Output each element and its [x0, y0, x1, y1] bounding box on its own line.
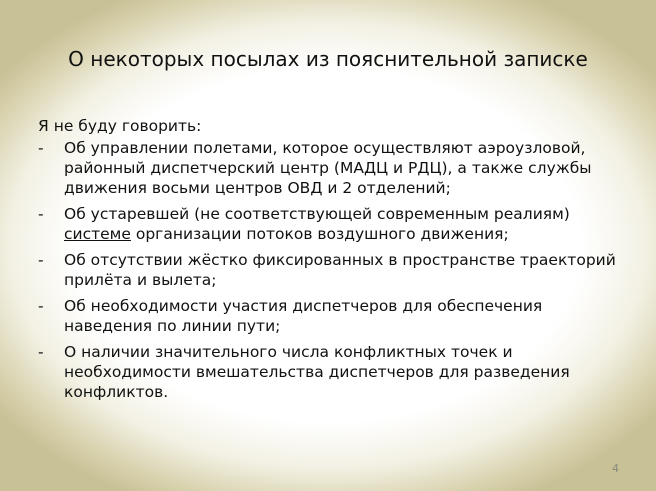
bullet-dash: -: [38, 139, 44, 157]
bullet-item: [38, 138, 628, 198]
intro-text: Я не буду говорить:: [38, 117, 202, 135]
bullet-dash: -: [38, 205, 44, 223]
bullet-text: Об управлении полетами, которое осуществляют аэроузловой, районный диспетчерский центр (МАДЦ и РДЦ), а также службы движения восьми центров ОВД и 2 отделений;: [64, 139, 592, 197]
bullet-text: Об отсутствии жёстко фиксированных в пространстве траекторий прилёта и вылета;: [64, 251, 616, 289]
bullet-text-after: организации потоков воздушного движения;: [130, 225, 509, 243]
bullet-list: [38, 138, 628, 402]
bullet-item: [38, 204, 628, 244]
bullet-dash: -: [38, 251, 44, 269]
underlined-word: системе: [64, 225, 131, 243]
bullet-item: [38, 342, 628, 402]
slide-body: [38, 116, 628, 408]
slide-title: О некоторых посылах из пояснительной записке: [68, 47, 588, 71]
bullet-dash: -: [38, 343, 44, 361]
bullet-dash: -: [38, 297, 44, 315]
bullet-text: Об необходимости участия диспетчеров для обеспечения наведения по линии пути;: [64, 297, 543, 335]
page-number: 4: [612, 462, 619, 475]
bullet-text-before: Об устаревшей (не соответствующей современным реалиям): [64, 205, 570, 223]
bullet-text: О наличии значительного числа конфликтных точек и необходимости вмешательства диспетчеров для разведения конфликтов.: [64, 343, 570, 401]
bullet-item: [38, 250, 628, 290]
bullet-item: [38, 296, 628, 336]
